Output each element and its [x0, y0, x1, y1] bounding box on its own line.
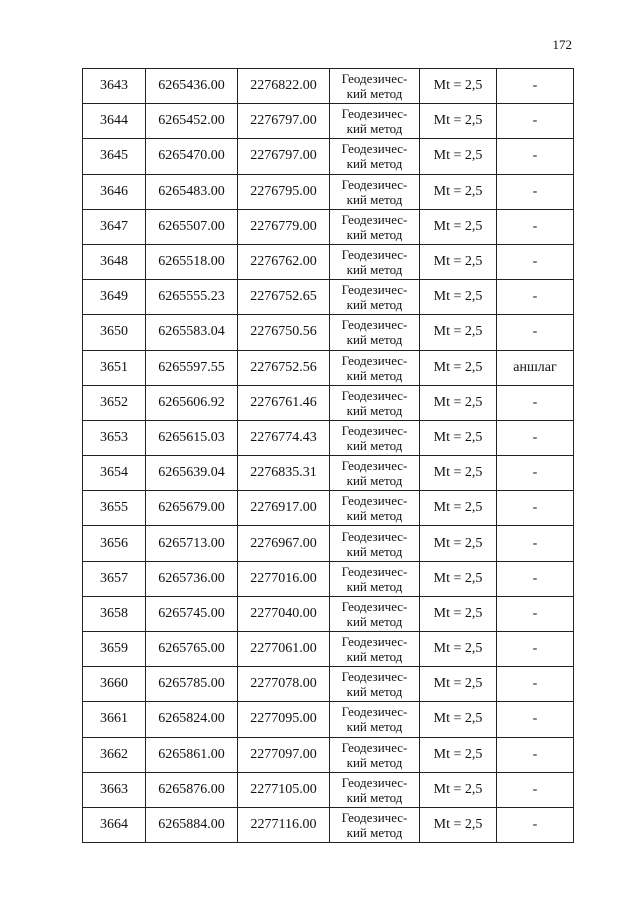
note-cell: аншлаг	[497, 350, 574, 385]
accuracy-cell: Mt = 2,5	[420, 561, 497, 596]
y-coordinate-cell: 2276797.00	[238, 139, 330, 174]
method-cell	[330, 315, 420, 350]
method-cell	[330, 772, 420, 807]
table-row	[83, 350, 574, 385]
method-line-1: Геодезичес-	[341, 669, 408, 685]
accuracy-cell: Mt = 2,5	[420, 456, 497, 491]
method-cell	[330, 139, 420, 174]
accuracy-cell: Mt = 2,5	[420, 315, 497, 350]
method-line-1: Геодезичес-	[341, 634, 408, 650]
y-coordinate-cell: 2276835.31	[238, 456, 330, 491]
method-line-2: кий метод	[346, 121, 403, 137]
table-row	[83, 104, 574, 139]
y-coordinate-cell: 2276774.43	[238, 420, 330, 455]
y-coordinate-cell: 2277016.00	[238, 561, 330, 596]
method-line-1: Геодезичес-	[341, 387, 408, 403]
method-line-2: кий метод	[346, 191, 403, 207]
method-line-2: кий метод	[346, 297, 403, 313]
note-cell: -	[497, 807, 574, 842]
accuracy-cell: Mt = 2,5	[420, 385, 497, 420]
note-cell: -	[497, 315, 574, 350]
accuracy-cell: Mt = 2,5	[420, 807, 497, 842]
note-cell: -	[497, 244, 574, 279]
x-coordinate-cell: 6265606.92	[146, 385, 238, 420]
x-coordinate-cell: 6265483.00	[146, 174, 238, 209]
y-coordinate-cell: 2277116.00	[238, 807, 330, 842]
note-cell: -	[497, 69, 574, 104]
method-cell	[330, 69, 420, 104]
table-row	[83, 456, 574, 491]
y-coordinate-cell: 2276752.65	[238, 280, 330, 315]
y-coordinate-cell: 2277061.00	[238, 632, 330, 667]
point-number-cell: 3645	[83, 139, 146, 174]
point-number-cell: 3659	[83, 632, 146, 667]
y-coordinate-cell: 2276762.00	[238, 244, 330, 279]
accuracy-cell: Mt = 2,5	[420, 420, 497, 455]
x-coordinate-cell: 6265824.00	[146, 702, 238, 737]
note-cell: -	[497, 737, 574, 772]
method-line-2: кий метод	[346, 367, 403, 383]
y-coordinate-cell: 2276795.00	[238, 174, 330, 209]
x-coordinate-cell: 6265745.00	[146, 596, 238, 631]
point-number-cell: 3656	[83, 526, 146, 561]
accuracy-cell: Mt = 2,5	[420, 632, 497, 667]
table-row	[83, 280, 574, 315]
note-cell: -	[497, 280, 574, 315]
y-coordinate-cell: 2276779.00	[238, 209, 330, 244]
note-cell: -	[497, 772, 574, 807]
x-coordinate-cell: 6265639.04	[146, 456, 238, 491]
method-line-2: кий метод	[346, 402, 403, 418]
method-cell	[330, 667, 420, 702]
y-coordinate-cell: 2277095.00	[238, 702, 330, 737]
y-coordinate-cell: 2276967.00	[238, 526, 330, 561]
x-coordinate-cell: 6265555.23	[146, 280, 238, 315]
y-coordinate-cell: 2276917.00	[238, 491, 330, 526]
table-row	[83, 315, 574, 350]
method-line-2: кий метод	[346, 719, 403, 735]
y-coordinate-cell: 2277040.00	[238, 596, 330, 631]
note-cell: -	[497, 561, 574, 596]
method-cell	[330, 209, 420, 244]
method-line-2: кий метод	[346, 86, 403, 102]
method-line-1: Геодезичес-	[341, 528, 408, 544]
accuracy-cell: Mt = 2,5	[420, 702, 497, 737]
y-coordinate-cell: 2277097.00	[238, 737, 330, 772]
page-number: 172	[552, 37, 572, 52]
method-line-1: Геодезичес-	[341, 422, 408, 438]
method-cell	[330, 737, 420, 772]
method-cell	[330, 632, 420, 667]
method-cell	[330, 526, 420, 561]
method-line-1: Геодезичес-	[341, 352, 408, 368]
method-cell	[330, 807, 420, 842]
method-cell	[330, 596, 420, 631]
method-line-2: кий метод	[346, 332, 403, 348]
method-line-2: кий метод	[346, 789, 403, 805]
method-line-2: кий метод	[346, 508, 403, 524]
point-number-cell: 3653	[83, 420, 146, 455]
point-number-cell: 3651	[83, 350, 146, 385]
note-cell: -	[497, 632, 574, 667]
accuracy-cell: Mt = 2,5	[420, 596, 497, 631]
x-coordinate-cell: 6265452.00	[146, 104, 238, 139]
x-coordinate-cell: 6265876.00	[146, 772, 238, 807]
x-coordinate-cell: 6265679.00	[146, 491, 238, 526]
point-number-cell: 3643	[83, 69, 146, 104]
accuracy-cell: Mt = 2,5	[420, 174, 497, 209]
table-row	[83, 667, 574, 702]
table-row	[83, 491, 574, 526]
table-row	[83, 596, 574, 631]
point-number-cell: 3652	[83, 385, 146, 420]
accuracy-cell: Mt = 2,5	[420, 667, 497, 702]
method-line-2: кий метод	[346, 437, 403, 453]
accuracy-cell: Mt = 2,5	[420, 244, 497, 279]
point-number-cell: 3650	[83, 315, 146, 350]
table-row	[83, 702, 574, 737]
note-cell: -	[497, 174, 574, 209]
table-row	[83, 244, 574, 279]
note-cell: -	[497, 667, 574, 702]
y-coordinate-cell: 2276822.00	[238, 69, 330, 104]
accuracy-cell: Mt = 2,5	[420, 772, 497, 807]
table-row	[83, 737, 574, 772]
point-number-cell: 3647	[83, 209, 146, 244]
note-cell: -	[497, 491, 574, 526]
method-cell	[330, 174, 420, 209]
method-line-1: Геодезичес-	[341, 71, 408, 87]
table-row	[83, 209, 574, 244]
note-cell: -	[497, 702, 574, 737]
table-row	[83, 69, 574, 104]
method-line-2: кий метод	[346, 262, 403, 278]
coordinates-table	[82, 68, 574, 843]
method-cell	[330, 702, 420, 737]
point-number-cell: 3658	[83, 596, 146, 631]
x-coordinate-cell: 6265884.00	[146, 807, 238, 842]
method-line-1: Геодезичес-	[341, 247, 408, 263]
point-number-cell: 3644	[83, 104, 146, 139]
note-cell: -	[497, 526, 574, 561]
accuracy-cell: Mt = 2,5	[420, 491, 497, 526]
accuracy-cell: Mt = 2,5	[420, 280, 497, 315]
x-coordinate-cell: 6265713.00	[146, 526, 238, 561]
method-line-1: Геодезичес-	[341, 704, 408, 720]
method-line-2: кий метод	[346, 473, 403, 489]
method-line-1: Геодезичес-	[341, 563, 408, 579]
point-number-cell: 3648	[83, 244, 146, 279]
method-cell	[330, 561, 420, 596]
method-line-2: кий метод	[346, 543, 403, 559]
method-line-2: кий метод	[346, 825, 403, 841]
note-cell: -	[497, 209, 574, 244]
table-row	[83, 772, 574, 807]
point-number-cell: 3660	[83, 667, 146, 702]
note-cell: -	[497, 456, 574, 491]
table-row	[83, 139, 574, 174]
x-coordinate-cell: 6265436.00	[146, 69, 238, 104]
method-line-1: Геодезичес-	[341, 317, 408, 333]
method-line-1: Геодезичес-	[341, 493, 408, 509]
x-coordinate-cell: 6265765.00	[146, 632, 238, 667]
point-number-cell: 3661	[83, 702, 146, 737]
point-number-cell: 3657	[83, 561, 146, 596]
accuracy-cell: Mt = 2,5	[420, 209, 497, 244]
y-coordinate-cell: 2276761.46	[238, 385, 330, 420]
accuracy-cell: Mt = 2,5	[420, 737, 497, 772]
method-line-1: Геодезичес-	[341, 106, 408, 122]
accuracy-cell: Mt = 2,5	[420, 104, 497, 139]
accuracy-cell: Mt = 2,5	[420, 350, 497, 385]
accuracy-cell: Mt = 2,5	[420, 69, 497, 104]
table-row	[83, 420, 574, 455]
note-cell: -	[497, 104, 574, 139]
method-line-1: Геодезичес-	[341, 810, 408, 826]
method-cell	[330, 104, 420, 139]
table-row	[83, 174, 574, 209]
table-row	[83, 526, 574, 561]
accuracy-cell: Mt = 2,5	[420, 139, 497, 174]
method-cell	[330, 244, 420, 279]
note-cell: -	[497, 596, 574, 631]
point-number-cell: 3664	[83, 807, 146, 842]
method-cell	[330, 280, 420, 315]
point-number-cell: 3654	[83, 456, 146, 491]
x-coordinate-cell: 6265507.00	[146, 209, 238, 244]
method-line-1: Геодезичес-	[341, 176, 408, 192]
method-line-1: Геодезичес-	[341, 774, 408, 790]
method-cell	[330, 385, 420, 420]
x-coordinate-cell: 6265470.00	[146, 139, 238, 174]
method-line-1: Геодезичес-	[341, 458, 408, 474]
y-coordinate-cell: 2276750.56	[238, 315, 330, 350]
method-cell	[330, 491, 420, 526]
method-line-1: Геодезичес-	[341, 282, 408, 298]
point-number-cell: 3646	[83, 174, 146, 209]
table-row	[83, 807, 574, 842]
y-coordinate-cell: 2277105.00	[238, 772, 330, 807]
accuracy-cell: Mt = 2,5	[420, 526, 497, 561]
x-coordinate-cell: 6265861.00	[146, 737, 238, 772]
x-coordinate-cell: 6265785.00	[146, 667, 238, 702]
table-row	[83, 561, 574, 596]
y-coordinate-cell: 2276797.00	[238, 104, 330, 139]
x-coordinate-cell: 6265736.00	[146, 561, 238, 596]
method-line-2: кий метод	[346, 684, 403, 700]
note-cell: -	[497, 139, 574, 174]
method-line-1: Геодезичес-	[341, 211, 408, 227]
method-cell	[330, 350, 420, 385]
method-cell	[330, 420, 420, 455]
x-coordinate-cell: 6265583.04	[146, 315, 238, 350]
method-line-2: кий метод	[346, 754, 403, 770]
note-cell: -	[497, 420, 574, 455]
table-row	[83, 632, 574, 667]
point-number-cell: 3655	[83, 491, 146, 526]
table-row	[83, 385, 574, 420]
method-line-2: кий метод	[346, 649, 403, 665]
method-line-2: кий метод	[346, 226, 403, 242]
note-cell: -	[497, 385, 574, 420]
method-line-1: Геодезичес-	[341, 141, 408, 157]
table-body	[83, 69, 574, 843]
point-number-cell: 3662	[83, 737, 146, 772]
y-coordinate-cell: 2276752.56	[238, 350, 330, 385]
method-line-2: кий метод	[346, 613, 403, 629]
method-cell	[330, 456, 420, 491]
method-line-2: кий метод	[346, 156, 403, 172]
method-line-1: Геодезичес-	[341, 598, 408, 614]
x-coordinate-cell: 6265615.03	[146, 420, 238, 455]
y-coordinate-cell: 2277078.00	[238, 667, 330, 702]
point-number-cell: 3663	[83, 772, 146, 807]
method-line-2: кий метод	[346, 578, 403, 594]
method-line-1: Геодезичес-	[341, 739, 408, 755]
x-coordinate-cell: 6265518.00	[146, 244, 238, 279]
x-coordinate-cell: 6265597.55	[146, 350, 238, 385]
point-number-cell: 3649	[83, 280, 146, 315]
